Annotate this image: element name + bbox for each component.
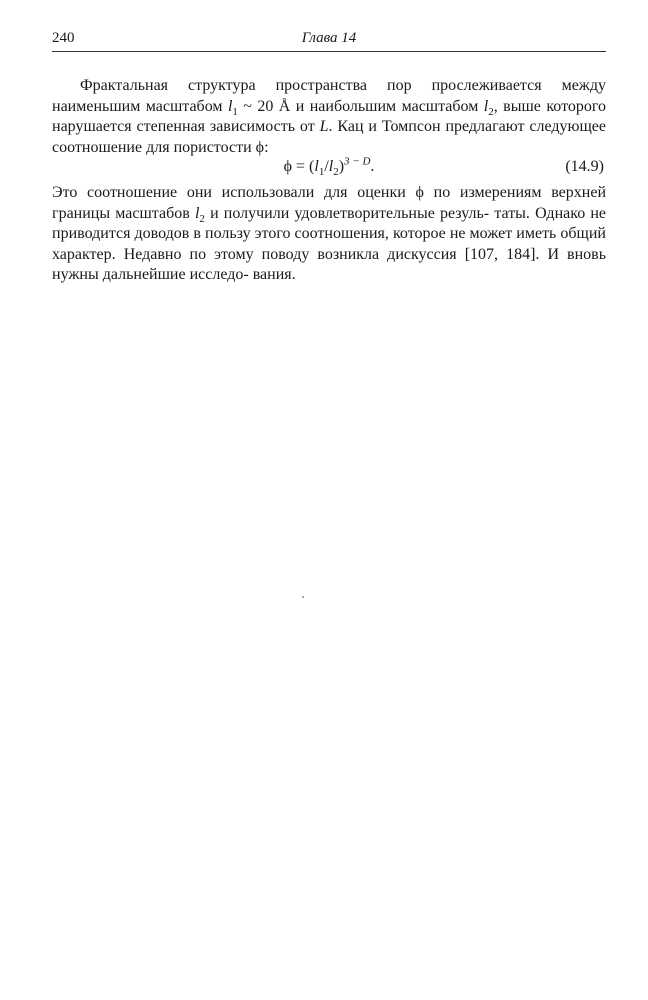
paragraph-1 [52,76,606,158]
page-number: 240 [52,30,75,46]
p1-line-2: наименьшим масштабом $l_1$ ~ 20 Å и наибольшим масштабом $l_2$, выше [52,97,541,118]
equation-number: (14.9) [565,158,604,175]
page-header [52,30,606,48]
paragraph-2 [52,183,606,286]
p2-line-2: верхней границы масштабов $l_2$ и получили удовлетворительные резуль- [52,184,607,225]
equation-14-9 [52,156,606,178]
p2-line-1: Это соотношение они использовали для оценки ϕ по измерениям [52,184,542,201]
p2-line-3: таты. Однако не приводится доводов в пользу этого соотношения, [52,204,607,243]
p2-line-5: возникла дискуссия [107, 184]. И вновь нужны дальнейшие исследо- [52,245,607,284]
p1-line-4: предлагают следующее соотношение для пористости ϕ: [52,118,607,156]
equation-formula: $\phi = (l_1/l_2)^{3 - D}$. [283,155,375,179]
p1-line-3: которого нарушается степенная зависимость от L. Кац и Томпсон [52,97,607,136]
p2-line-4: которое не может иметь общий характер. Недавно по этому поводу [52,225,606,263]
scan-speck [302,596,304,598]
running-head: Глава 14 [301,30,357,46]
p2-line-6: вания. [252,266,296,284]
p1-line-1: Фрактальная структура пространства пор прослеживается между [80,77,606,94]
header-rule [52,51,606,52]
